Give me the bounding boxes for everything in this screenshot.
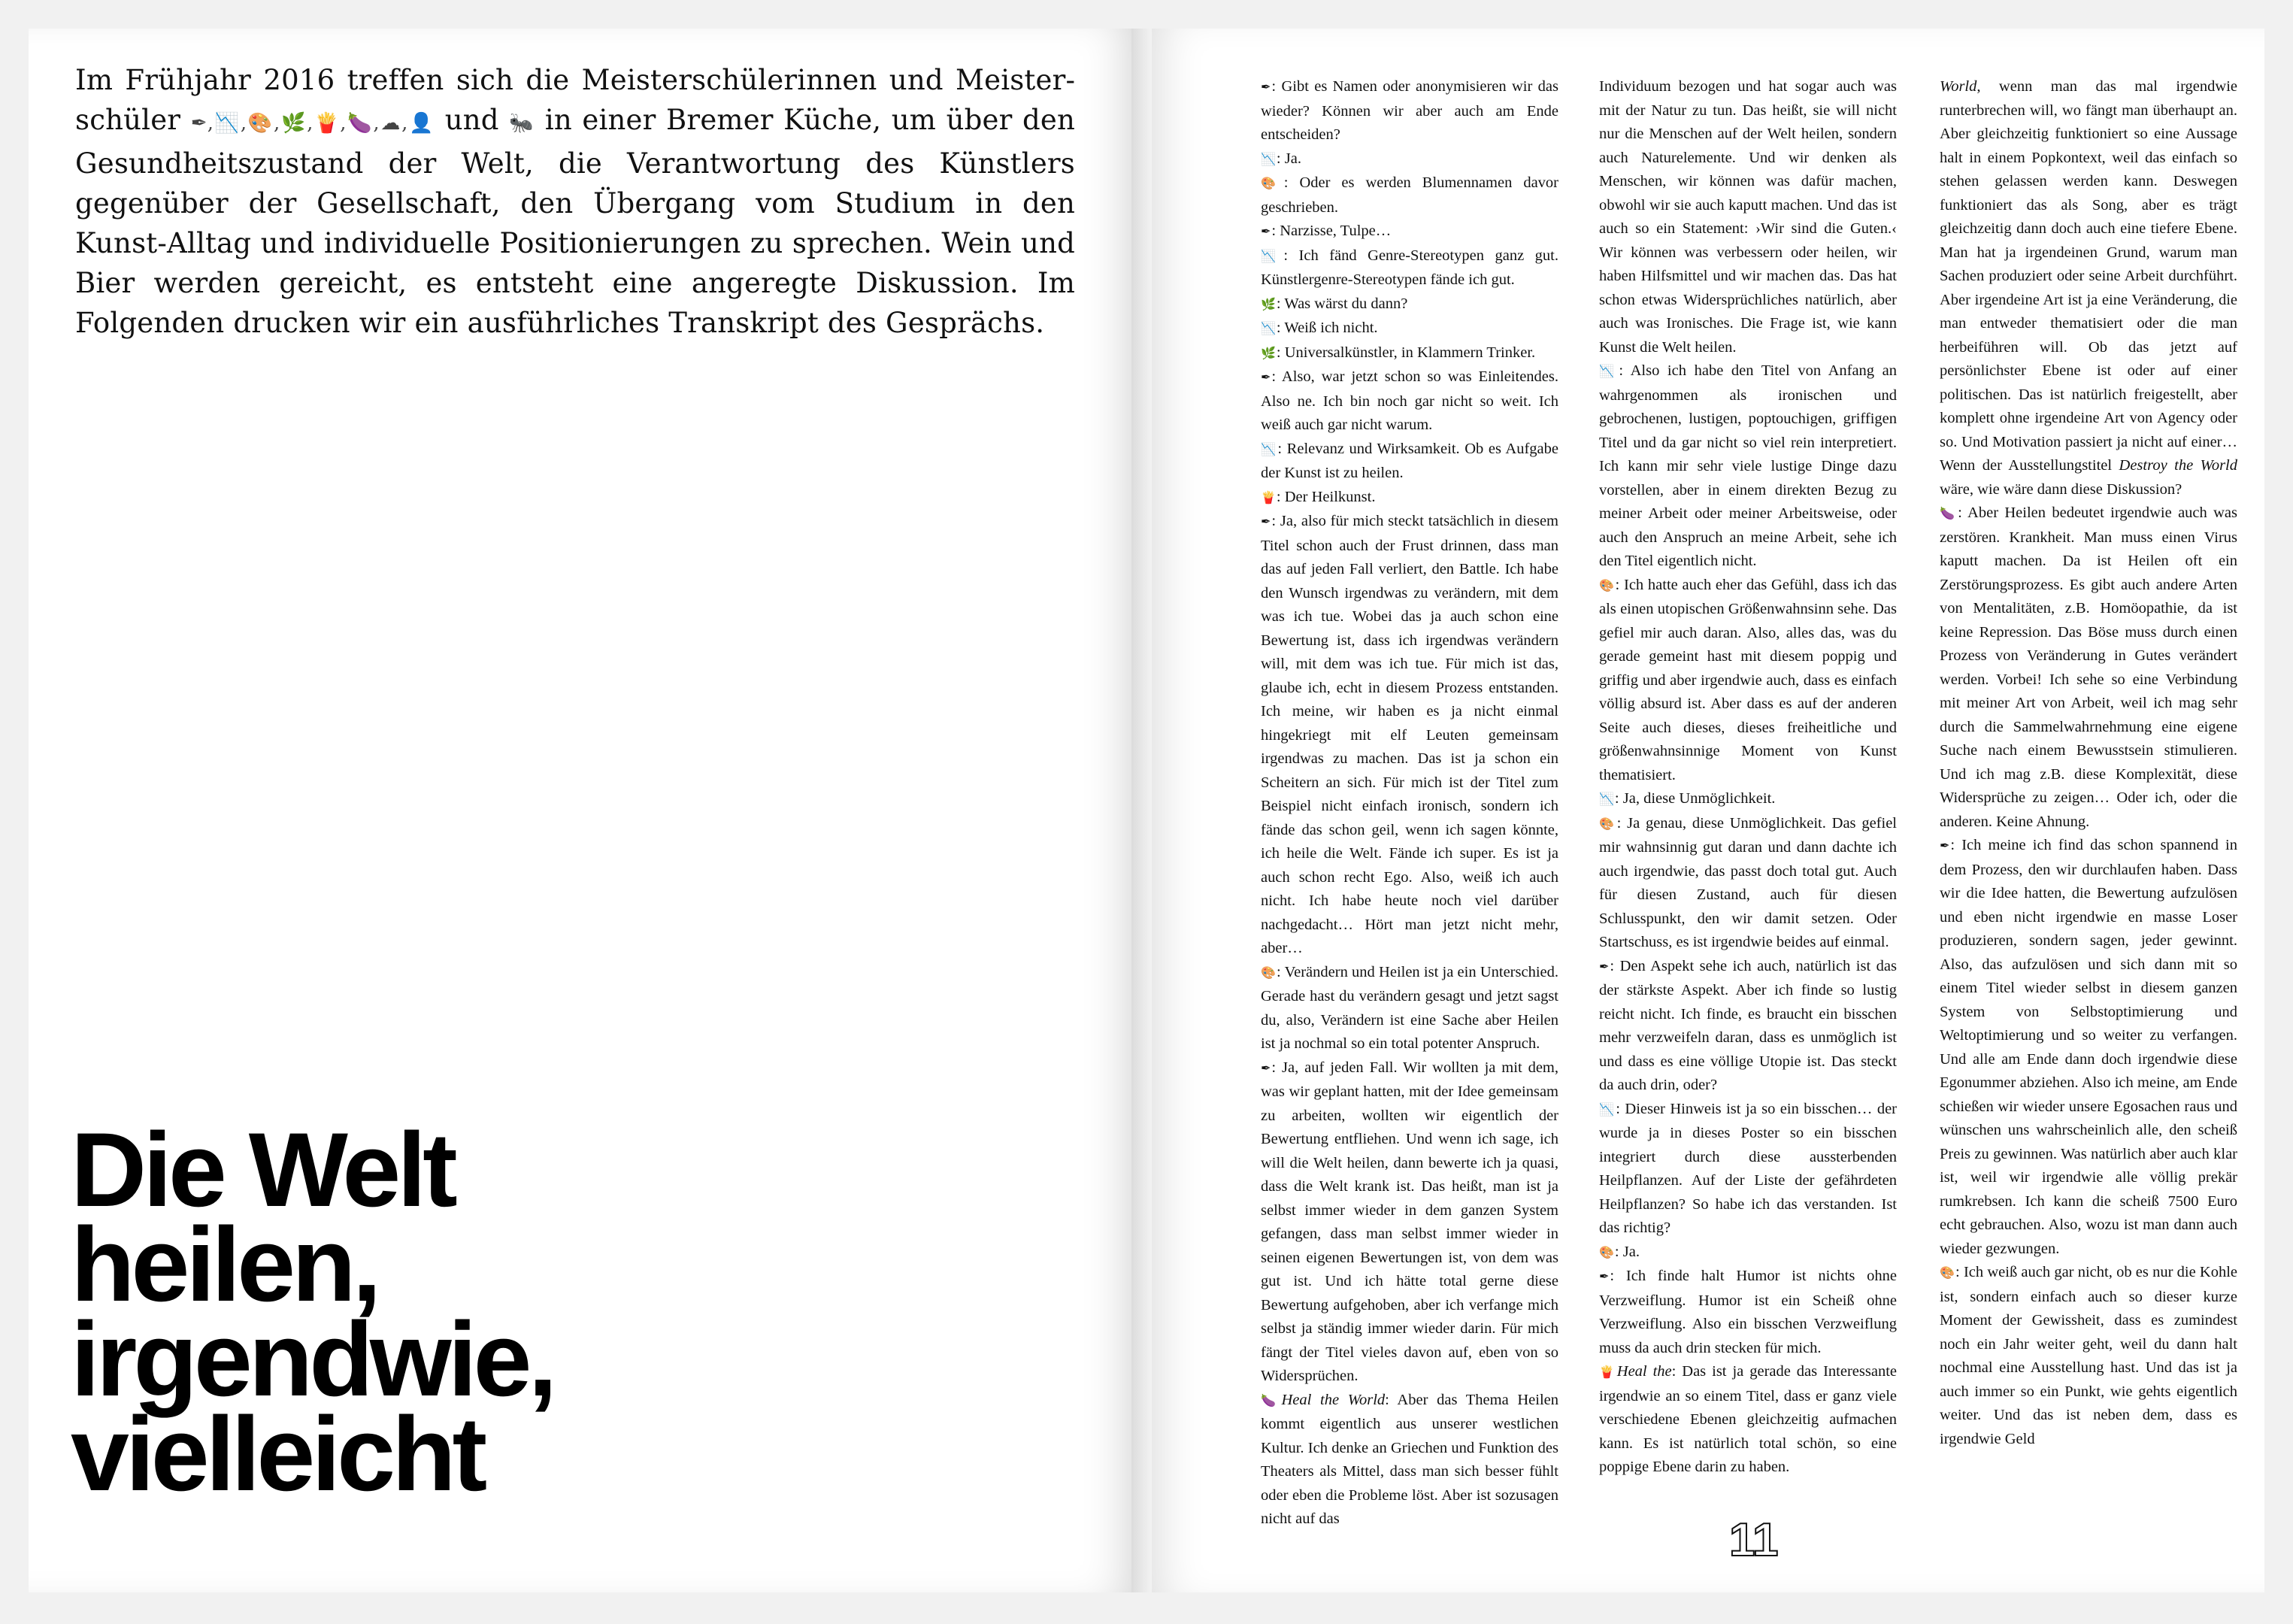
entry-text: ist sozusagen nicht auf das (1261, 1486, 1558, 1527)
speaker-symbol: 🎨 (1599, 579, 1615, 592)
transcript-entry (1261, 961, 1558, 1056)
entry-text: : Universalkünstler, in Klammern Trinker. (1276, 344, 1536, 361)
speaker-symbol: 📉 (1261, 323, 1276, 335)
transcript-entry (1940, 1261, 2237, 1451)
entry-text: : Ja, also für mich steckt tatsächlich in diesem Titel schon auch der Frust drinnen, dass man das auf jeden Fall verliert, den Battle. Ich habe den Wunsch irgendwas zu verändern, mit dem was ich tue. Wobei das ja auch schon eine Bewertung ist, dass ich irgendwas verändern will, mit dem was ich tue. Für mich ist das, glaube ich, echt in diesem Prozess entstanden. Ich meine, wir haben es ja nicht einmal hingekriegt mit elf Leuten gemeinsam irgendwas zu machen. Das ist ja schon ein Scheitern an sich. Für mich ist der Titel zum Beispiel nicht einfach ironisch, sondern ich fände das schon geil, wenn ich sagen könnte, ich heile die Welt. Fände ich super. Es ist ja auch schon recht Ego. Also, weiß ich auch nicht. Ich habe heute noch viel darüber nachgedacht… Hört man jetzt nicht mehr, aber… (1261, 513, 1558, 956)
speaker-symbol: ✒ (1261, 1062, 1271, 1075)
speaker-symbol: ✒ (1599, 1271, 1610, 1283)
entry-text: : Ich finde halt Humor ist nichts ohne Verzweiflung. Humor ist ein Scheiß ohne Verzweiflung. Also ein bisschen Verzweiflung muss da auch drin stecken für mich. (1599, 1268, 1897, 1356)
speaker-symbol: 📉 (1261, 250, 1283, 263)
entry-text: : Ja. (1276, 150, 1301, 167)
speaker-symbol: 🎨 (1599, 817, 1616, 831)
italic-title: Heal the (1616, 1363, 1672, 1380)
transcript-entry (1261, 510, 1558, 961)
entry-text: wäre, wie wäre dann diese Diskussion? (1940, 480, 2182, 498)
gutter-shadow (1131, 29, 1154, 1592)
speaker-symbol: 📉 (1261, 443, 1277, 456)
transcript-entry (1261, 220, 1558, 244)
speaker-symbol: 🎨 (1261, 966, 1277, 980)
speaker-symbol: 📉 (1599, 1103, 1616, 1116)
transcript-entry (1599, 812, 1897, 955)
entry-text: : Ich hatte auch eher das Gefühl, dass ich das als einen utopischen Größenwahnsinn sehe. Das gefiel mir auch daran. Also, alles das, was du gerade gemeint hast mit diesem poppig und griffig und aber irgendwie auch, dass es einfach völlig absurd ist. Aber dass es auf der anderen Seite auch dieses, dieses freiheitliche und größenwahnsinnige Moment von Kunst thematisiert. (1599, 576, 1897, 783)
entry-text: : Narzisse, Tulpe… (1271, 223, 1392, 239)
speaker-symbol: ✒ (1261, 516, 1271, 529)
transcript-entry (1599, 1241, 1897, 1265)
transcript-entry (1940, 75, 2237, 501)
speaker-symbol: 🌿 (1261, 298, 1276, 311)
left-page (29, 29, 1135, 1592)
transcript-entry (1599, 1360, 1897, 1480)
transcript-entry (1940, 834, 2237, 1261)
speaker-symbol: 🍆 (1261, 1394, 1281, 1407)
entry-text: , wenn man das mal irgendwie runterbrechen will, wo fängt man überhaupt an. Aber gleichzeitig funktioniert so eine Aussage halt in einem Popkontext, weil das einfach so stehen gelassen werden kann. Deswegen funktioniert das als Song, aber es trägt gleichzeitig dann doch auch eine tiefere Ebene. Man hat ja irgendeinen Grund, warum man Sachen produziert oder seine Arbeit durchführt. Aber irgendeine Art ist ja eine Veränderung, die man entweder thematisiert oder die man herbeiführen will. Ob das jetzt auf persönlichster Ebene ist oder auf einer politischen. Das ist natürlich freigestellt, aber komplett ohne irgendeine Art von Agency oder so. Und Motivation passiert ja nicht auf einer… Wenn der Ausstellungstitel (1940, 78, 2237, 474)
intro-text-1: Im Frühjahr 2016 treffen sich die Meisterschülerinnen und Meisterschüler (75, 64, 1075, 136)
speaker-symbol: 📉 (1599, 793, 1614, 806)
transcript-entry (1261, 365, 1558, 438)
entry-text: : Dieser Hinweis ist ja so ein bisschen… der wurde ja in dieses Poster so ein bisschen integriert durch diese aussterbenden Heilpflanzen. Auf der Liste der gefährdeten Heilpflanzen? So habe ich das verstanden. Ist das richtig? (1599, 1100, 1898, 1236)
transcript-entry (1261, 438, 1558, 486)
entry-text: Individuum bezogen und hat sogar auch was mit der Natur zu tun. Das heißt, sie will nicht nur die Menschen auf der Welt heilen, sondern auch Naturelemente. Und wir denken als Menschen, wir können was dafür machen, obwohl wir sie auch kaputt machen. Und das ist auch so ein Statement: ›Wir sind die Guten.‹ Wir können was verbessern oder heilen, wir haben Hilfsmittel und wir machen das. Das hat schon etwas Widersprüchliches natürlich, aber auch was Ironisches. Die Frage ist, wie kann Kunst die Welt heilen. (1599, 78, 1897, 356)
entry-text: : Weiß ich nicht. (1276, 320, 1378, 336)
entry-text: : Also ich habe den Titel von Anfang an wahrgenommen als ironischen und gebrochenen, lustigen, poptouchigen, griffigen Titel und da gar nicht so viel rein interpretiert. Ich kann mir sehr viele lustige Dinge dazu vorstellen, aber in einem direkten Bezug zu meiner Arbeit oder meiner Arbeitsweise, oder auch den Anspruch an meine Arbeit, sehe ich den Titel eigentlich nicht. (1599, 362, 1898, 569)
italic-title: Heal the World (1281, 1391, 1386, 1408)
transcript-entry (1599, 75, 1897, 359)
entry-text: : Relevanz und Wirksamkeit. Ob es Aufgabe der Kunst ist zu heilen. (1261, 440, 1559, 481)
entry-text: : Den Aspekt sehe ich auch, natürlich ist das der stärkste Aspekt. Aber ich finde so lustig reicht nicht. Ich finde, es braucht ein bisschen mehr verzweifeln daran, dass es unmöglich ist und dass es eine völlige Utopie ist. Das steckt da auch drin, oder? (1599, 957, 1897, 1093)
intro-text-3: in einer Bremer Küche, um über den Gesundheitszustand der Welt, die Verantwortung des Künstlers gegenüber der Gesellschaft, den Übergang vom Studium in den Kunst-Alltag und individuelle Positionierungen zu sprechen. Wein und Bier werden gereicht, es entsteht eine angeregte Diskussion. Im Folgenden drucken wir ein ausführliches Transkript des Gesprächs. (75, 104, 1075, 339)
headline-line: Die Welt (71, 1110, 454, 1229)
transcript-entry (1261, 171, 1558, 220)
speaker-symbol: 📉 (1599, 365, 1619, 378)
entry-text: : Also, war jetzt schon so was Einleitendes. Also ne. Ich bin noch gar nicht so weit. Ich weiß auch gar nicht warum. (1261, 368, 1558, 433)
intro-text-2: und (435, 104, 510, 136)
text-column-1 (1261, 75, 1558, 1532)
intro-paragraph (75, 60, 1075, 343)
speaker-symbol: ✒ (1261, 81, 1271, 94)
text-column-2 (1599, 75, 1897, 1480)
speaker-symbol: ✒ (1261, 226, 1271, 238)
entry-text: : Ja, auf jeden Fall. Wir wollten ja mit dem, was wir geplant hatten, mit der Idee gemeinsam zu arbeiten, wollten wir eigentlich der Bewertung entfliehen. Und wenn ich sage, ich will die Welt heilen, dann bewerte ich ja quasi, dass die Welt krank ist. Das heißt, man ist ja selbst immer wieder in dem ganzen System gefangen, dass man selbst immer wieder in seinen eigenen Bewertungen ist, von dem was gut ist. Und ich hätte total gerne diese Bewertung aufgehoben, aber ich verfange mich selbst ja ständig immer wieder darin. Für mich fängt der Titel vieles davon auf, eben von so Widersprüchen. (1261, 1059, 1558, 1384)
entry-text: : Gibt es Namen oder anonymisieren wir das wieder? Können wir aber auch am Ende entscheiden? (1261, 78, 1558, 143)
text-column-3 (1940, 75, 2237, 1451)
transcript-entry (1261, 341, 1558, 366)
transcript-entry (1599, 1265, 1897, 1360)
transcript-entry (1599, 1098, 1897, 1241)
entry-text: : Was wärst du dann? (1276, 295, 1408, 312)
speaker-symbol: 📉 (1261, 153, 1276, 166)
speaker-symbol: 🎨 (1261, 177, 1283, 190)
speaker-symbol: 🍟 (1261, 491, 1276, 504)
italic-title: Destroy the World (2119, 457, 2237, 474)
transcript-entry (1261, 1056, 1558, 1389)
entry-text: : Ja. (1614, 1243, 1640, 1260)
speaker-symbol: 🎨 (1599, 1246, 1614, 1259)
transcript-entry (1261, 486, 1558, 511)
speaker-symbol: 🍆 (1940, 508, 1958, 520)
entry-text: : Aber Heilen bedeutet irgendwie auch was zerstören. Krankheit. Man muss einen Virus kaputt machen. Da ist Heilen oft ein Zerstörungsprozess. Es gibt auch andere Arten von Mentalitäten, z.B. Homöopathie, da ist keine Repression. Das Böse muss durch einen Prozess von Veränderung in Gutes verändert werden. Vorbei! Ich sehe so eine Verbindung mit meiner Art von Arbeit, weil ich mag sehr durch die Sammelwahrnehmung eine eigene Suche nach einem Bewusstsein stimulieren. Und ich mag z.B. diese Komplexität, diese Widersprüche zu zeigen… Oder ich, oder die anderen. Keine Ahnung. (1940, 504, 2237, 830)
entry-text: : Ich weiß auch gar nicht, ob es nur die Kohle ist, sondern einfach auch so dieser kurze Moment der Gewissheit, dass es zumindest noch ein Jahr weiter geht, weil du dann halt nochmal eine Ausstellung hast. Und das ist ja auch immer so ein Punkt, wie gehts eigentlich weiter. Und das ist neben dem, dass es irgendwie Geld (1940, 1264, 2238, 1447)
participant-symbols: ✒,📉,🎨,🌿,🍟,🍆,☁,👤 (190, 112, 435, 135)
transcript-entry (1599, 787, 1897, 812)
entry-text: : Das ist ja gerade das Interessante irgendwie an so einem Titel, dass er ganz viele verschiedene Ebenen gleichzeitig aufmachen kann. Es ist natürlich total schön, so eine poppige Ebene darin zu haben. (1599, 1363, 1897, 1475)
speaker-symbol: ✒ (1940, 840, 1950, 853)
headline-line: irgendwie, (71, 1300, 554, 1418)
transcript-entry (1261, 244, 1558, 292)
speaker-symbol: 🍟 (1599, 1366, 1616, 1379)
entry-text: : Verändern und Heilen ist ja ein Unterschied. Gerade hast du verändern gesagt und jetzt sagst du, also, Verändern ist eine Sache aber Heilen ist ja nochmal so ein total potenter Anspruch. (1261, 963, 1558, 1052)
transcript-entry (1261, 75, 1558, 147)
headline (71, 1110, 898, 1513)
transcript-entry (1940, 501, 2237, 834)
entry-text: : Ich meine ich find das schon spannend in dem Prozess, den wir durchlaufen haben. Dass wir die Idee hatten, die Bewertung aufzulösen und eben nicht irgendwie en masse Loser produzieren, sondern sagen, jeder gewinnt. Also, das aufzulösen und sich dann mit so einem Titel wieder selbst in diesem ganzen System von Selbstoptimierung und Weltoptimierung und so weiter zu verfangen. Und alle am Ende dann doch irgendwie diese Egonummer abziehen. Also ich meine, am Ende schießen wir wieder unsere Egosachen raus und wünschen uns wahrscheinlich alle, den scheiß Preis zu gewinnen. Was natürlich aber auch klar ist, weil wir irgendwie alle völlig prekär rumkrebsen. Ich kann die scheiß 7500 Euro echt gebrauchen. Also, wozu ist man dann auch wieder gezwungen. (1940, 837, 2237, 1257)
page-number: 11 (1719, 1517, 1789, 1564)
entry-text: : Ja genau, diese Unmöglichkeit. Das gefiel mir wahnsinnig gut daran und dann dachte ich auch irgendwie, das passt doch total gut. Auch für diesen Zustand, auch für diesen Schlusspunkt, den wir damit setzen. Oder Startschuss, es ist irgendwie beides auf einmal. (1599, 814, 1897, 950)
entry-text: : Aber das Thema Heilen kommt eigentlich aus unserer westlichen Kultur. Ich denke an Griechen und Funktion des Theaters als Mittel, dass man sich besser fühlt oder eben die Probleme löst. Aber (1261, 1391, 1559, 1504)
transcript-entry (1599, 359, 1897, 574)
transcript-entry (1599, 574, 1897, 788)
transcript-entry (1261, 147, 1558, 172)
transcript-entry (1599, 955, 1897, 1098)
speaker-symbol: ✒ (1261, 371, 1271, 384)
right-page (1152, 29, 2264, 1592)
transcript-entry (1261, 1389, 1558, 1532)
speaker-symbol: 🎨 (1940, 1267, 1955, 1280)
entry-text: : Ich fänd Genre-Stereotypen ganz gut. Künstlergenre-Stereotypen fände ich gut. (1261, 247, 1559, 288)
entry-text: : Oder es werden Blumennamen davor geschrieben. (1261, 174, 1558, 216)
italic-title: World (1940, 78, 1977, 95)
entry-text: : Der Heilkunst. (1276, 488, 1376, 505)
transcript-entry (1261, 292, 1558, 317)
participant-symbol-ant: 🐜 (509, 112, 535, 135)
entry-text: : Ja, diese Unmöglichkeit. (1614, 790, 1776, 807)
transcript-entry (1261, 317, 1558, 341)
headline-line: heilen, (71, 1205, 378, 1323)
speaker-symbol: ✒ (1599, 960, 1610, 974)
headline-line: vielleicht (71, 1395, 484, 1513)
speaker-symbol: 🌿 (1261, 347, 1276, 360)
